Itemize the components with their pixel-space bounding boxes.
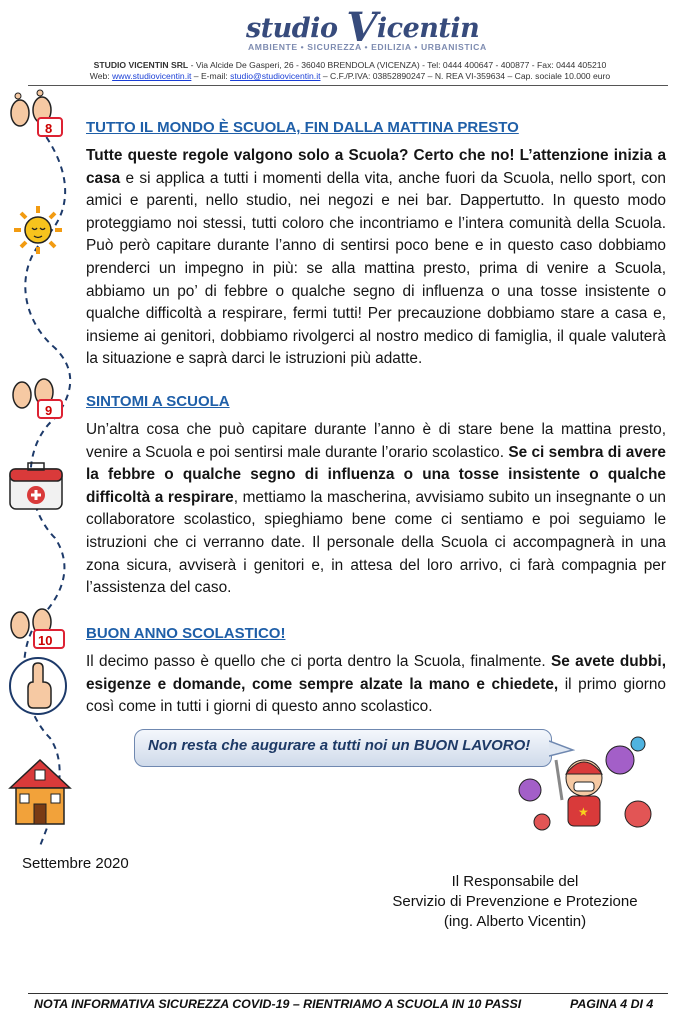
section-10-heading: BUON ANNO SCOLASTICO!: [86, 625, 286, 642]
svg-text:9: 9: [45, 403, 53, 418]
feet-step-9-icon: [13, 379, 62, 418]
svg-text:10: 10: [38, 633, 53, 648]
company-contacts: Web: www.studiovicentin.it – E-mail: studio@studiovicentin.it – C.F./P.IVA: 03852890247 – N. REA VI-359634 – Cap. sociale 10.000 euro: [89, 71, 611, 81]
logo-wordmark: studio Vicentin: [246, 4, 480, 51]
header-divider: [28, 85, 668, 86]
svg-text:★: ★: [578, 805, 589, 819]
section-8-paragraph: Tutte queste regole valgono solo a Scuola? Certo che no! L’attenzione inizia a casa e si applica a tutti i momenti della vita, anche fuori da Scuola, nello sport, con amici e parenti, nello studio, nei negozi e nei bar. Dappertutto. In questo modo proteggiamo noi stessi, tutti coloro che incontriamo e l’intera comunità della Scuola. Può però capitare durante l’anno di sentirsi poco bene e in questo caso dobbiamo prenderci un impegno in più: se alla mattina presto, prima di venire a Scuola, abbiamo un po’ di febbre o qualche segno di influenza o una tosse insistente o qualche difficoltà a respirare, fermi tutti! Per precauzione dobbiamo stare a casa e, insieme ai genitori, dobbiamo rivolgerci al nostro medico di famiglia, il quale valuterà la situazione e saprà darci le istruzioni più adatte.: [86, 147, 666, 368]
document-date: Settembre 2020: [22, 855, 129, 872]
footer-divider: [28, 993, 668, 994]
website-link[interactable]: www.studiovicentin.it: [112, 71, 192, 81]
svg-text:8: 8: [45, 121, 53, 136]
signature-service: Servizio di Prevenzione e Protezione: [392, 893, 638, 910]
footer-title: NOTA INFORMATIVA SICUREZZA COVID-19 – RIENTRIAMO A SCUOLA IN 10 PASSI: [34, 997, 522, 1011]
footsteps-illustration: [0, 88, 86, 848]
signature-name: (ing. Alberto Vicentin): [443, 913, 587, 930]
section-9-paragraph: Un’altra cosa che può capitare durante l’anno è di stare bene la mattina presto, venire a Scuola e poi sentirsi male durante l’orario scolastico. Se ci sembra di avere la febbre o qualche segno di influenza o una tosse insistente o qualche difficoltà a respirare, mettiamo la mascherina, avvisiamo subito un insegnante o un collaboratore scolastico, spieghiamo bene come ci sentiamo e poi seguiamo le istruzioni che ci verranno date. Il personale della Scuola ci accompagnerà in una zona sicura, avviserà i genitori e, in attesa del loro arrivo, ci farà compagnia per l’assistenza del caso.: [86, 421, 666, 597]
company-address: STUDIO VICENTIN SRL - Via Alcide De Gasperi, 26 - 36040 BRENDOLA (VICENZA) - Tel: 0444 400647 - 400877 - Fax: 0444 405210: [93, 60, 607, 70]
raised-hand-icon: [10, 658, 66, 714]
closing-wish: Non resta che augurare a tutti noi un BUON LAVORO!: [148, 737, 531, 754]
section-8-heading: TUTTO IL MONDO È SCUOLA, FIN DALLA MATTINA PRESTO: [86, 119, 519, 136]
feet-step-8-icon: [11, 90, 62, 136]
email-link[interactable]: studio@studiovicentin.it: [230, 71, 321, 81]
company-logo: [246, 4, 487, 58]
feet-step-10-icon: [11, 609, 64, 648]
first-aid-kit-icon: [10, 463, 62, 509]
kid-fighting-viruses-illustration: [512, 730, 662, 842]
signature-role: Il Responsabile del: [451, 873, 579, 890]
section-10-paragraph: Il decimo passo è quello che ci porta dentro la Scuola, finalmente. Se avete dubbi, esigenze e domande, come sempre alzate la mano e chiedete, il primo giorno così come in tutti i giorni di questo anno scolastico.: [86, 653, 666, 716]
section-9-heading: SINTOMI A SCUOLA: [86, 393, 230, 410]
page-number: PAGINA 4 DI 4: [570, 997, 654, 1011]
logo-tagline: AMBIENTE • SICUREZZA • EDILIZIA • URBANISTICA: [248, 42, 487, 52]
school-house-icon: [10, 760, 70, 824]
